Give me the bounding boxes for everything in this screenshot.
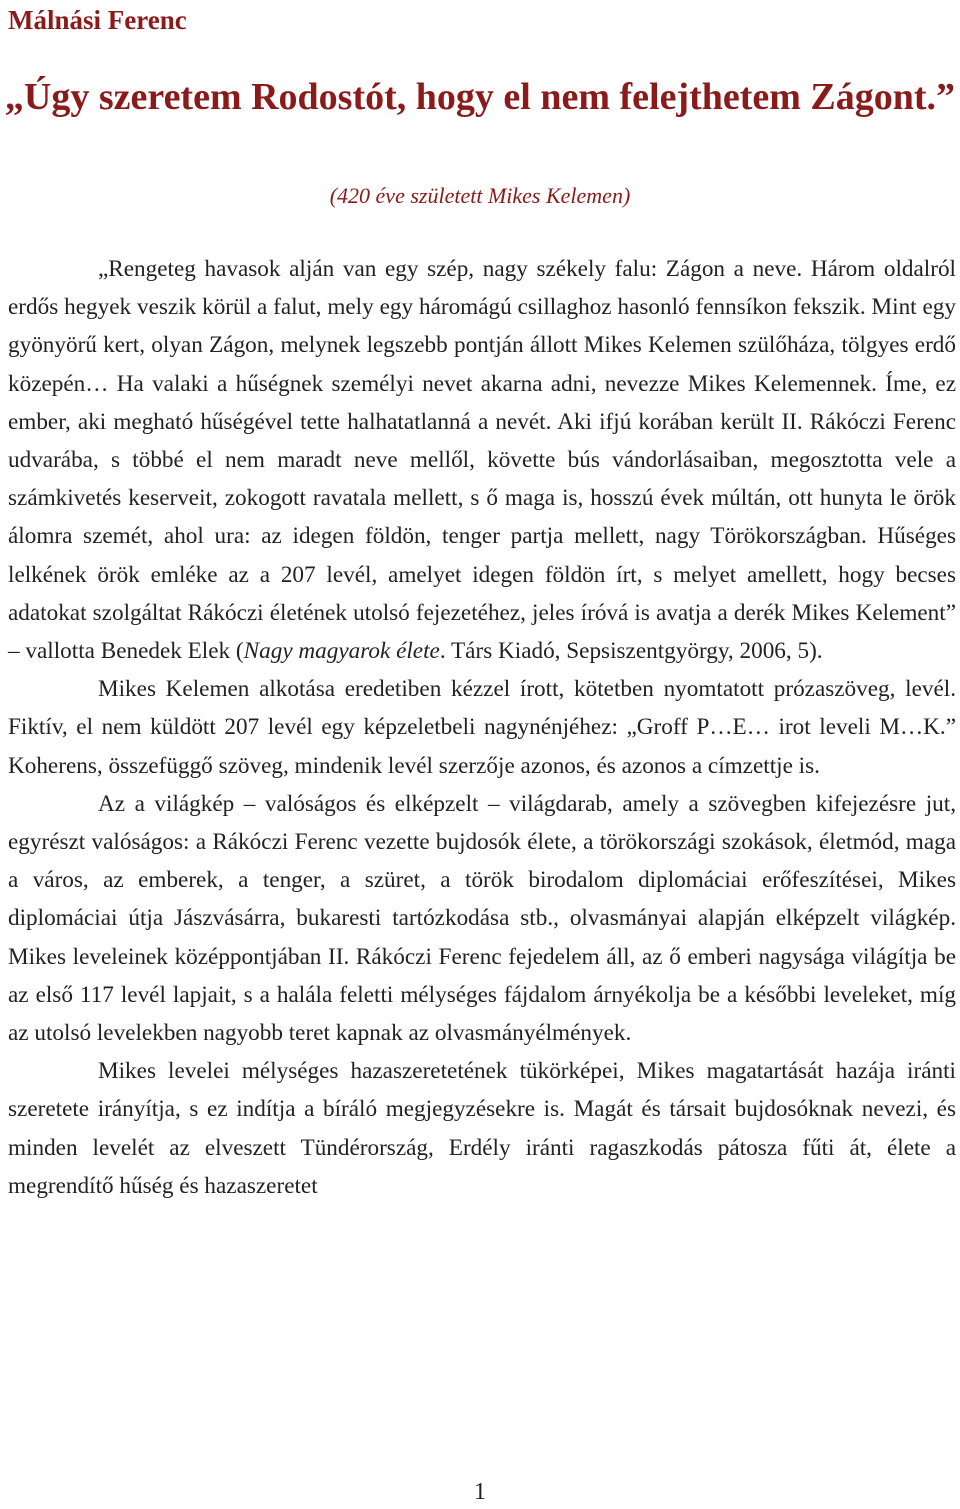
paragraph-3: Az a világkép – valóságos és elképzelt – világdarab, amely a szövegben kifejezésre jut, egyrészt valóságos: a Rákóczi Ferenc vezette bujdosók élete, a törökországi szokások, életmód, maga a város, az emberek, a tenger, a szüret, a török birodalom diplomáciai erőfeszítései, Mikes diplomáciai útja Jászvásárra, bukaresti tartózkodása stb., olvasmányai alapján elképzelt világkép. Mikes leveleinek középpontjában II. Rákóczi Ferenc fejedelem áll, az ő emberi nagysága világítja be az első 117 levél lapjait, s a halála feletti mélységes fájdalom árnyékolja be a későbbi leveleket, míg az utolsó levelekben nagyobb teret kapnak az olvasmányélmények. xyxy=(8,790,956,1047)
paragraph-4: Mikes levelei mélységes hazaszeretetének tükörképei, Mikes magatartását hazája iránti szeretete irányítja, s ez indítja a bíráló megjegyzésekre is. Magát és társait bujdosóknak nevezi, és minden levelét az elveszett Tündérország, Erdély iránti ragaszkodás pátosza fűti át, élete a megrendítő hűség és hazaszeretet xyxy=(8,1058,956,1199)
paragraph-2: Mikes Kelemen alkotása eredetiben kézzel írott, kötetben nyomtatott prózaszöveg, levél. Fiktív, el nem küldött 207 levél egy képzeletbeli nagynénjéhez: „Groff P…E… irot leveli M…K.” Koherens, összefüggő szöveg, mindenik levél szerzője azonos, és azonos a címzettje is. xyxy=(8,676,956,779)
page-number: 1 xyxy=(474,1479,486,1505)
article-body xyxy=(8,250,956,1205)
author-name: Málnási Ferenc xyxy=(8,5,187,35)
article-title: „Úgy szeretem Rodostót, hogy el nem felejthetem Zágont.” xyxy=(4,76,956,118)
article-subtitle: (420 éve született Mikes Kelemen) xyxy=(329,183,631,208)
paragraph-1-text-b: . Társ Kiadó, Sepsiszentgyörgy, 2006, 5). xyxy=(439,638,823,665)
paragraph-1 xyxy=(8,250,956,670)
paragraph-1-text-a: „Rengeteg havasok alján van egy szép, nagy székely falu: Zágon a neve. Három oldalról erdős hegyek veszik körül a falut, mely egy háromágú csillaghoz hasonló fennsíkon fekszik. Mint egy gyönyörű kert, olyan Zágon, melynek legszebb pontján állott Mikes Kelemen szülőháza, tölgyes erdő közepén… Ha valaki a hűségnek személyi nevet akarna adni, nevezze Mikes Kelemennek. Íme, ez ember, aki megható hűségével tette halhatatlanná a nevét. Aki ifjú korában került II. Rákóczi Ferenc udvarába, s többé el nem maradt neve mellől, követte bús vándorlásaiban, megosztotta vele a számkivetés keserveit, zokogott ravatala mellett, s ő maga is, hosszú évek múltán, ott hunyta le örök álomra szemét, ahol ura: az idegen földön, tenger partja mellett, nagy Törökországban. Hűséges lelkének örök emléke az a 207 levél, amelyet idegen földön írt, s melyet amellett, hogy becses adatokat szolgáltat Rákóczi életének utolsó fejezetéhez, jeles íróvá is avatja a derék Mikes Kelement” – vallotta Benedek Elek ( xyxy=(8,256,956,665)
book-title: Nagy magyarok élete xyxy=(243,638,440,665)
